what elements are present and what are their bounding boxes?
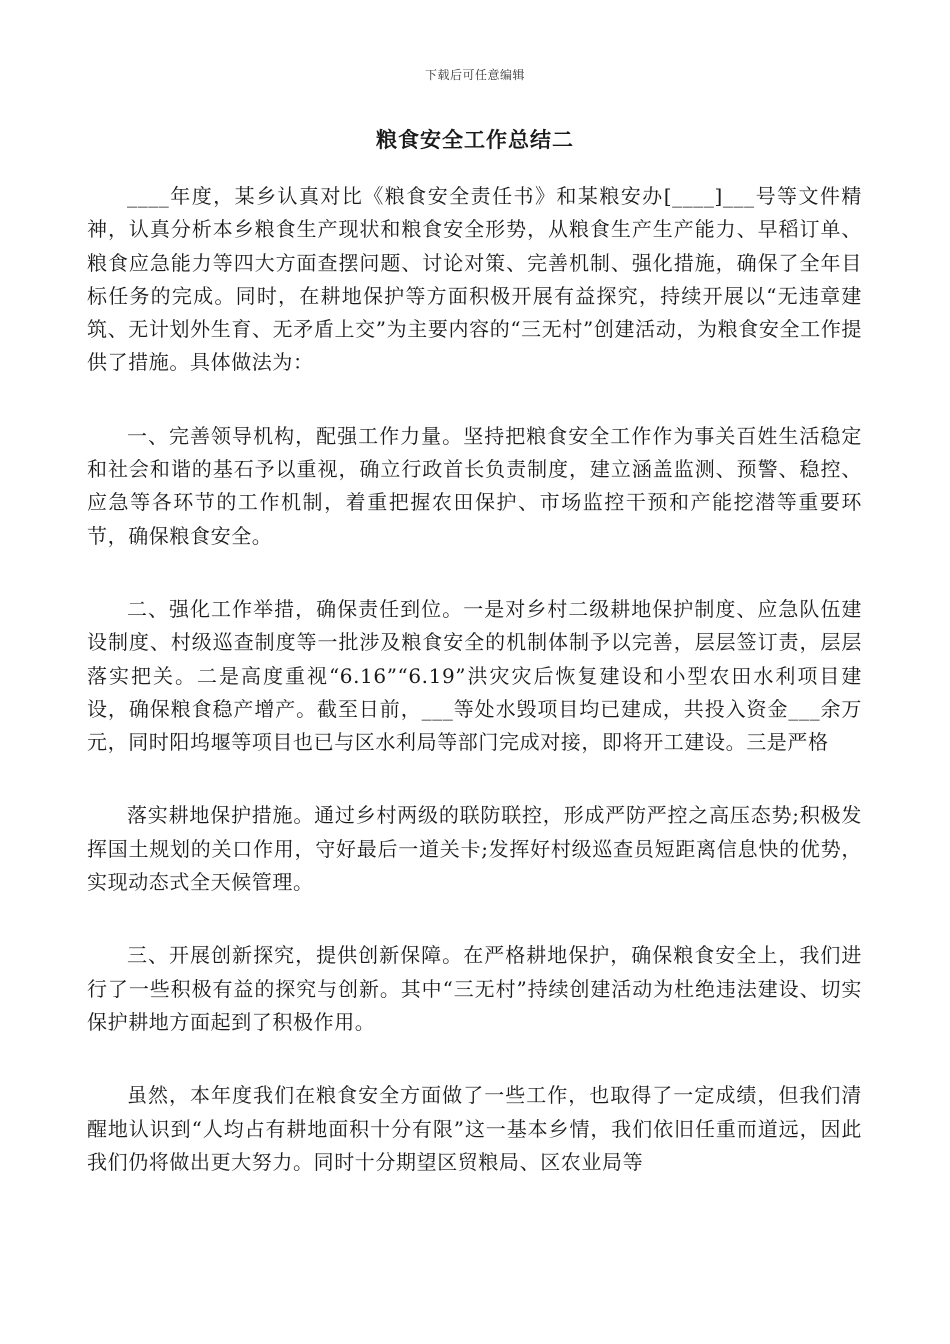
header-note: 下载后可任意编辑 [424, 68, 525, 82]
paragraph-section-2-continued: 落实耕地保护措施。通过乡村两级的联防联控，形成严防严控之高压态势;积极发挥国土规划的关口作用，守好最后一道关卡;发挥好村级巡查员短距离信息快的优势，实现动态式全天候管理。 [87, 803, 862, 895]
paragraph-section-3: 三、开展创新探究，提供创新保障。在严格耕地保护，确保粮食安全上，我们进行了一些积极有益的探究与创新。其中“三无村”持续创建活动为杜绝违法建设、切实保护耕地方面起到了积极作用。 [87, 943, 862, 1034]
paragraph-conclusion: 虽然，本年度我们在粮食安全方面做了一些工作，也取得了一定成绩，但我们清醒地认识到“人均占有耕地面积十分有限”这一基本乡情，我们依旧任重而道远，因此我们仍将做出更大努力。同时十分期望区贸粮局、区农业局等 [87, 1083, 862, 1174]
paragraph-section-2: 二、强化工作举措，确保责任到位。一是对乡村二级耕地保护制度、应急队伍建设制度、村级巡查制度等一批涉及粮食安全的机制体制予以完善，层层签订责，层层落实把关。二是高度重视“6.16”“6.19”洪灾灾后恢复建设和小型农田水利项目建设，确保粮食稳产增产。截至日前，___等处水毁项目均已建成，共投入资金___余万元，同时阳坞堰等项目也已与区水利局等部门完成对接，即将开工建设。三是严格 [87, 596, 862, 755]
paragraph-intro: ____年度，某乡认真对比《粮食安全责任书》和某粮安办[____]___号等文件精神，认真分析本乡粮食生产现状和粮食安全形势，从粮食生产生产能力、早稻订单、粮食应急能力等四大方面查摆问题、讨论对策、完善机制、强化措施，确保了全年目标任务的完成。同时，在耕地保护等方面积极开展有益探究，持续开展以“无违章建筑、无计划外生育、无矛盾上交”为主要内容的“三无村”创建活动，为粮食安全工作提供了措施。具体做法为： [87, 184, 862, 375]
document-title: 粮食安全工作总结二 [376, 127, 574, 152]
paragraph-section-1: 一、完善领导机构，配强工作力量。坚持把粮食安全工作作为事关百姓生活稳定和社会和谐的基石予以重视，确立行政首长负责制度，建立涵盖监测、预警、稳控、应急等各环节的工作机制，着重把握农田保护、市场监控干预和产能挖潜等重要环节，确保粮食安全。 [87, 423, 862, 548]
document-body [87, 180, 862, 1179]
